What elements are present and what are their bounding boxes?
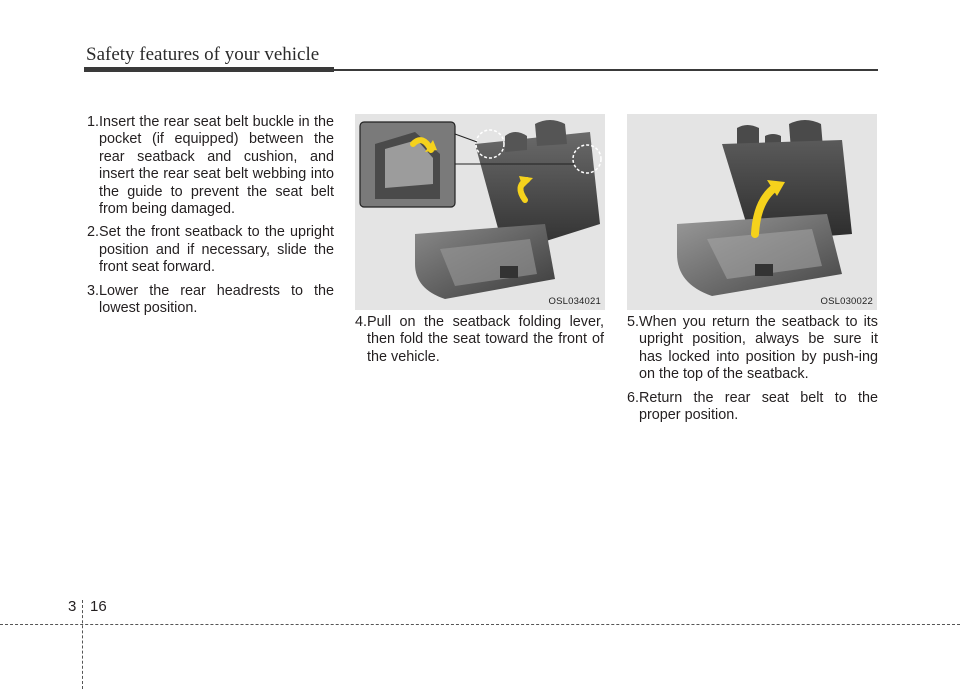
page-header-title: Safety features of your vehicle xyxy=(86,44,320,65)
instructions-column-2 xyxy=(355,314,604,372)
step-1 xyxy=(87,114,334,218)
header-rule-thin xyxy=(334,69,878,71)
figure-code: OSL030022 xyxy=(820,296,873,307)
step-2 xyxy=(87,224,334,276)
step-text: Pull on the seatback folding lever, then fold the seat toward the front of the vehicle. xyxy=(367,314,604,365)
step-text: Lower the rear headrests to the lowest position. xyxy=(99,282,334,317)
step-4 xyxy=(355,314,604,366)
header-rule-thick xyxy=(84,67,334,72)
step-text: When you return the seatback to its upright position, always be sure it has locked into position by push-ing on the top of the seatback. xyxy=(639,314,878,383)
page-number: 16 xyxy=(90,598,107,615)
step-number: 5. xyxy=(627,314,640,330)
figure-seat-fold xyxy=(355,114,605,310)
chapter-number: 3 xyxy=(68,598,77,615)
step-number: 3. xyxy=(87,282,100,299)
step-number: 1. xyxy=(87,114,100,130)
footer-divider xyxy=(82,600,83,689)
instructions-column-3 xyxy=(627,314,878,430)
figure-seat-return xyxy=(627,114,877,310)
seat-fold-illustration xyxy=(355,114,605,310)
seat-return-illustration xyxy=(627,114,877,310)
step-3 xyxy=(87,283,334,318)
step-5 xyxy=(627,314,878,384)
step-6 xyxy=(627,390,878,425)
step-number: 4. xyxy=(355,314,368,330)
step-number: 2. xyxy=(87,224,100,241)
step-number: 6. xyxy=(627,389,640,406)
footer-rule xyxy=(0,624,960,625)
step-text: Insert the rear seat belt buckle in the pocket (if equipped) between the rear seatback and cushion, and insert the rear seat belt webbing into the guide to prevent the seat belt from being damaged. xyxy=(99,114,334,218)
step-text: Set the front seatback to the upright position and if necessary, slide the front seat forward. xyxy=(99,224,334,276)
figure-code: OSL034021 xyxy=(548,296,601,307)
step-text: Return the rear seat belt to the proper position. xyxy=(639,389,878,424)
instructions-column-1 xyxy=(87,114,334,323)
